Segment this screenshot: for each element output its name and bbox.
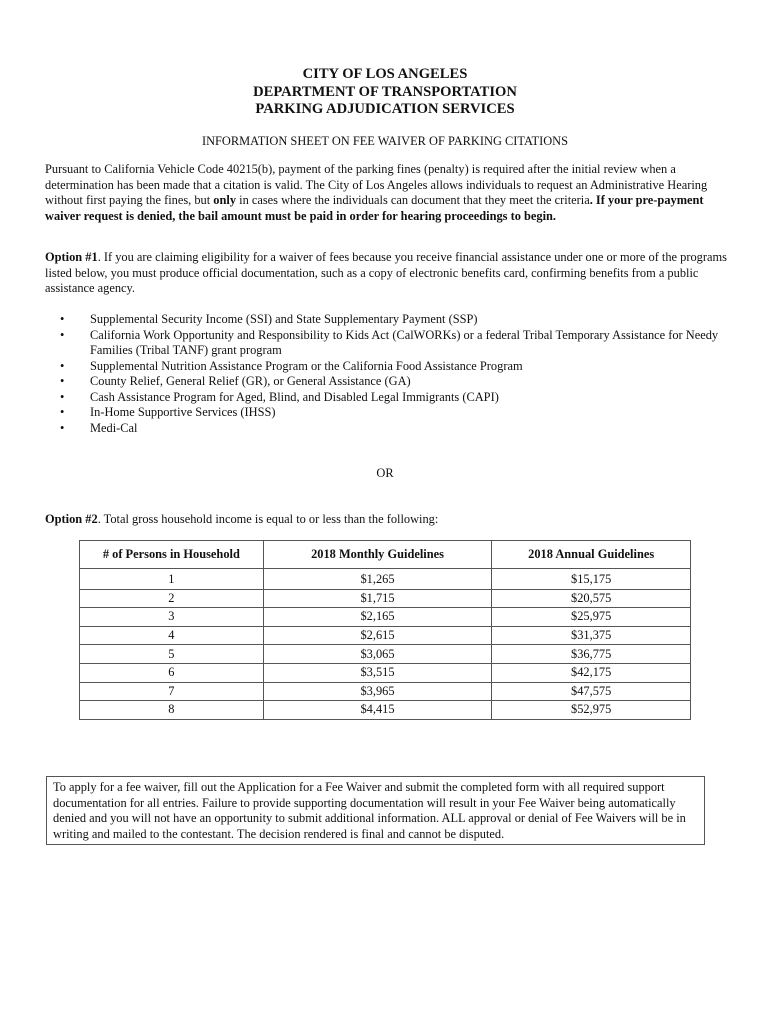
option1-text: . If you are claiming eligibility for a waiver of fees because you receive financial assistance under one or more of the programs listed below, you must produce official documentation, such as a copy of electronic benefits card, confirming benefits from a public assistance agency. [45, 250, 727, 295]
table-row [80, 701, 691, 720]
bullet-icon: • [60, 358, 65, 373]
annual-cell: $36,775 [492, 645, 691, 664]
monthly-cell: $3,965 [263, 682, 492, 701]
annual-cell: $25,975 [492, 608, 691, 627]
table-row [80, 663, 691, 682]
monthly-cell: $1,265 [263, 569, 492, 590]
option2-text: . Total gross household income is equal to or less than the following: [97, 512, 439, 526]
annual-cell: $31,375 [492, 626, 691, 645]
annual-cell: $47,575 [492, 682, 691, 701]
option2-paragraph [45, 512, 727, 528]
list-item [60, 374, 720, 390]
persons-cell: 7 [80, 682, 264, 701]
persons-cell: 5 [80, 645, 264, 664]
intro-paragraph [45, 162, 727, 224]
table-row [80, 626, 691, 645]
table-row [80, 645, 691, 664]
header-department: DEPARTMENT OF TRANSPORTATION [253, 83, 517, 100]
list-item-text: Medi-Cal [90, 420, 138, 435]
header-monthly: 2018 Monthly Guidelines [263, 541, 492, 569]
intro-text-2: in cases where the individuals can document that they meet the criteria [236, 193, 590, 207]
annual-cell: $52,975 [492, 701, 691, 720]
table-row [80, 569, 691, 590]
program-list [60, 312, 720, 436]
document-header [0, 66, 770, 119]
persons-cell: 8 [80, 701, 264, 720]
persons-cell: 3 [80, 608, 264, 627]
list-item-text: California Work Opportunity and Responsibility to Kids Act (CalWORKs) or a federal Tribal Temporary Assistance for Needy Families (Tribal TANF) grant program [90, 327, 719, 357]
monthly-cell: $1,715 [263, 589, 492, 608]
bullet-icon: • [60, 374, 65, 388]
intro-text-1: Pursuant to California Vehicle Code 40215(b), payment of the parking fines (penalty) is required after the initial review when a determination has been made that a citation is valid. The City of Los Angeles allows individuals to request an Administrative Hearing without first paying the fines, but [45, 162, 708, 207]
document-subtitle: INFORMATION SHEET ON FEE WAIVER OF PARKING CITATIONS [201, 134, 569, 148]
intro-bold-warning: . If your pre-payment waiver request is denied, the bail amount must be paid in order for hearing proceedings to begin. [45, 193, 704, 223]
intro-only: only [213, 193, 237, 207]
list-item [60, 359, 720, 375]
list-item-text: Supplemental Nutrition Assistance Program or the California Food Assistance Program [90, 358, 523, 373]
monthly-cell: $3,065 [263, 645, 492, 664]
list-item-text: Cash Assistance Program for Aged, Blind, and Disabled Legal Immigrants (CAPI) [90, 389, 499, 404]
bullet-icon: • [60, 389, 65, 404]
header-persons: # of Persons in Household [80, 541, 264, 569]
persons-cell: 4 [80, 626, 264, 645]
header-city: CITY OF LOS ANGELES [302, 66, 468, 82]
annual-cell: $15,175 [492, 569, 691, 590]
option2-label: Option #2 [45, 512, 98, 526]
list-item-text: In-Home Supportive Services (IHSS) [90, 405, 276, 419]
persons-cell: 2 [80, 589, 264, 608]
application-note-box: To apply for a fee waiver, fill out the Application for a Fee Waiver and submit the completed form with all required support documentation for all entries. Failure to provide supporting documentation will result in your Fee Waiver being automatically denied and you will not have an opportunity to submit additional information. ALL approval or denial of Fee Waivers will be in writing and mailed to the contestant. The decision rendered is final and cannot be disputed. [46, 776, 705, 845]
persons-cell: 6 [80, 663, 264, 682]
list-item [60, 328, 720, 359]
monthly-cell: $4,415 [263, 701, 492, 720]
monthly-cell: $2,615 [263, 626, 492, 645]
header-division: PARKING ADJUDICATION SERVICES [255, 101, 515, 117]
bullet-icon: • [60, 327, 65, 342]
list-item-text: County Relief, General Relief (GR), or General Assistance (GA) [90, 374, 411, 388]
bullet-icon: • [60, 420, 65, 435]
table-row [80, 682, 691, 701]
list-item [60, 390, 720, 406]
table-row [80, 589, 691, 608]
annual-cell: $20,575 [492, 589, 691, 608]
monthly-cell: $2,165 [263, 608, 492, 627]
list-item [60, 312, 720, 328]
list-item [60, 405, 720, 421]
list-item [60, 421, 720, 437]
monthly-cell: $3,515 [263, 663, 492, 682]
option1-label: Option #1 [45, 250, 98, 264]
annual-cell: $42,175 [492, 663, 691, 682]
header-annual: 2018 Annual Guidelines [492, 541, 691, 569]
table-header-row [80, 541, 691, 569]
bullet-icon: • [60, 312, 65, 326]
bullet-icon: • [60, 405, 65, 419]
or-separator: OR [376, 466, 394, 480]
persons-cell: 1 [80, 569, 264, 590]
table-row [80, 608, 691, 627]
option1-paragraph [45, 250, 727, 297]
income-guidelines-table [79, 540, 691, 720]
list-item-text: Supplemental Security Income (SSI) and State Supplementary Payment (SSP) [90, 312, 478, 326]
